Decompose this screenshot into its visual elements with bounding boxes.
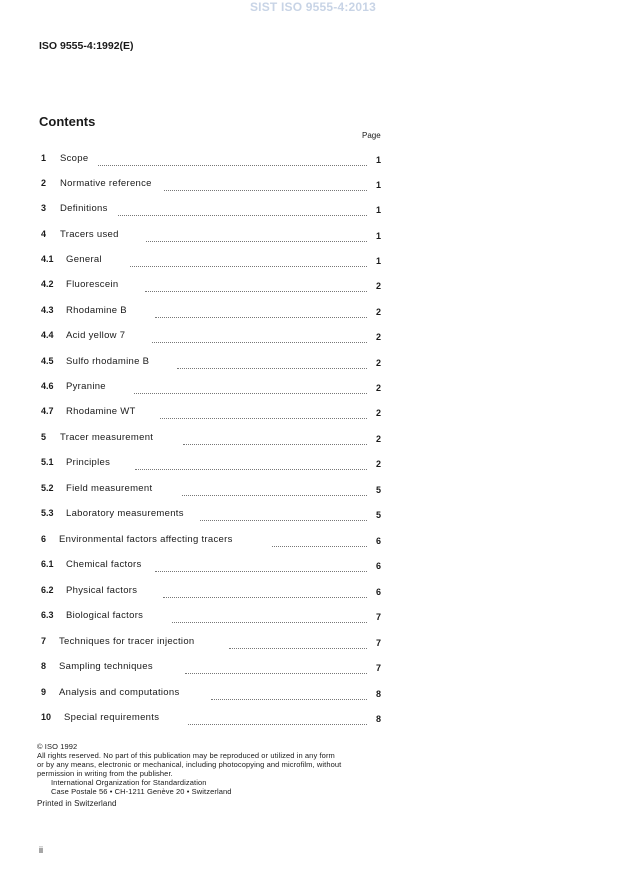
- toc-entry[interactable]: [0, 153, 626, 169]
- toc-page: 6: [376, 561, 382, 571]
- toc-entry[interactable]: [0, 305, 626, 321]
- printed-in: Printed in Switzerland: [37, 799, 117, 808]
- toc-title: Normative reference: [60, 178, 152, 189]
- toc-number: 5: [41, 432, 47, 442]
- toc-title: Physical factors: [66, 585, 138, 596]
- toc-page: 1: [376, 231, 382, 241]
- toc-title: Sampling techniques: [59, 661, 153, 672]
- toc-page: 1: [376, 155, 382, 165]
- contents-title: Contents: [39, 114, 96, 129]
- toc-leader-dots: [135, 457, 367, 470]
- toc-leader-dots: [177, 356, 367, 369]
- toc-number: 8: [41, 661, 47, 671]
- toc-leader-dots: [183, 432, 367, 445]
- toc-entry[interactable]: [0, 687, 626, 703]
- publisher-name: International Organization for Standardization: [51, 778, 207, 787]
- toc-page: 2: [376, 408, 382, 418]
- toc-number: 4.7: [41, 406, 54, 416]
- toc-leader-dots: [172, 610, 367, 623]
- toc-title: Scope: [60, 153, 89, 164]
- toc-page: 5: [376, 485, 382, 495]
- toc-entry[interactable]: [0, 279, 626, 295]
- toc-title: Rhodamine WT: [66, 406, 136, 417]
- toc-entry[interactable]: [0, 585, 626, 601]
- toc-number: 7: [41, 636, 47, 646]
- toc-page: 8: [376, 689, 382, 699]
- toc-title: Fluorescein: [66, 279, 119, 290]
- toc-page: 7: [376, 663, 382, 673]
- toc-page: 2: [376, 307, 382, 317]
- toc-leader-dots: [185, 661, 367, 674]
- toc-title: Techniques for tracer injection: [59, 636, 195, 647]
- copyright-line: © ISO 1992: [37, 742, 78, 751]
- toc-number: 4.1: [41, 254, 54, 264]
- toc-entry[interactable]: [0, 712, 626, 728]
- toc-number: 4.4: [41, 330, 54, 340]
- toc-entry[interactable]: [0, 661, 626, 677]
- toc-title: Principles: [66, 457, 111, 468]
- toc-title: Analysis and computations: [59, 687, 180, 698]
- toc-leader-dots: [211, 687, 367, 700]
- toc-page: 5: [376, 510, 382, 520]
- toc-entry[interactable]: [0, 457, 626, 473]
- toc-leader-dots: [182, 483, 367, 496]
- toc-number: 6.3: [41, 610, 54, 620]
- toc-number: 6.2: [41, 585, 54, 595]
- toc-entry[interactable]: [0, 356, 626, 372]
- toc-number: 4.3: [41, 305, 54, 315]
- toc-entry[interactable]: [0, 229, 626, 245]
- toc-page: 7: [376, 612, 382, 622]
- toc-page: 1: [376, 256, 382, 266]
- toc-leader-dots: [155, 305, 367, 318]
- toc-entry[interactable]: [0, 254, 626, 270]
- toc-entry[interactable]: [0, 508, 626, 524]
- toc-title: Pyranine: [66, 381, 106, 392]
- toc-title: Biological factors: [66, 610, 144, 621]
- toc-title: Tracers used: [60, 229, 119, 240]
- toc-number: 4.5: [41, 356, 54, 366]
- publisher-address: Case Postale 56 • CH-1211 Genève 20 • Switzerland: [51, 787, 232, 796]
- toc-leader-dots: [160, 406, 367, 419]
- toc-title: Special requirements: [64, 712, 160, 723]
- toc-number: 6: [41, 534, 47, 544]
- toc-title: Sulfo rhodamine B: [66, 356, 150, 367]
- toc-title: Environmental factors affecting tracers: [59, 534, 233, 545]
- toc-page: 6: [376, 536, 382, 546]
- toc-number: 1: [41, 153, 47, 163]
- toc-title: Chemical factors: [66, 559, 142, 570]
- watermark: SIST ISO 9555-4:2013: [249, 0, 377, 14]
- toc-entry[interactable]: [0, 636, 626, 652]
- page-number: ii: [39, 845, 43, 855]
- toc-page: 2: [376, 383, 382, 393]
- rights-text: or by any means, electronic or mechanical, including photocopying and microfilm, without: [37, 760, 342, 769]
- toc-leader-dots: [155, 559, 367, 572]
- toc-leader-dots: [146, 229, 367, 242]
- toc-title: Rhodamine B: [66, 305, 127, 316]
- toc-page: 7: [376, 638, 382, 648]
- document-id: ISO 9555-4:1992(E): [39, 40, 134, 52]
- toc-title: Laboratory measurements: [66, 508, 184, 519]
- copyright-notice: [37, 742, 387, 808]
- toc-page: 2: [376, 459, 382, 469]
- toc-entry[interactable]: [0, 559, 626, 575]
- toc-page: 2: [376, 358, 382, 368]
- toc-entry[interactable]: [0, 432, 626, 448]
- toc-leader-dots: [98, 153, 367, 166]
- toc-page: 2: [376, 332, 382, 342]
- toc-title: Acid yellow 7: [66, 330, 126, 341]
- toc-title: Tracer measurement: [60, 432, 154, 443]
- toc-entry[interactable]: [0, 330, 626, 346]
- toc-leader-dots: [164, 178, 367, 191]
- toc-leader-dots: [272, 534, 367, 547]
- toc-entry[interactable]: [0, 203, 626, 219]
- toc-leader-dots: [200, 508, 367, 521]
- toc-number: 4: [41, 229, 47, 239]
- toc-leader-dots: [229, 636, 367, 649]
- toc-leader-dots: [145, 279, 367, 292]
- toc-number: 4.2: [41, 279, 54, 289]
- toc-leader-dots: [163, 585, 367, 598]
- toc-page: 6: [376, 587, 382, 597]
- toc-title: Definitions: [60, 203, 108, 214]
- toc-leader-dots: [118, 203, 367, 216]
- toc-number: 2: [41, 178, 47, 188]
- toc-title: General: [66, 254, 102, 265]
- toc-entry[interactable]: [0, 610, 626, 626]
- toc-number: 4.6: [41, 381, 54, 391]
- toc-entry[interactable]: [0, 406, 626, 422]
- toc-leader-dots: [130, 254, 367, 267]
- toc-title: Field measurement: [66, 483, 153, 494]
- toc-entry[interactable]: [0, 534, 626, 550]
- toc-number: 5.3: [41, 508, 54, 518]
- toc-number: 5.1: [41, 457, 54, 467]
- toc-number: 3: [41, 203, 47, 213]
- toc-leader-dots: [188, 712, 367, 725]
- toc-page: 1: [376, 180, 382, 190]
- rights-text: permission in writing from the publisher.: [37, 769, 173, 778]
- toc-page: 8: [376, 714, 382, 724]
- toc-entry[interactable]: [0, 178, 626, 194]
- toc-entry[interactable]: [0, 483, 626, 499]
- toc-page: 2: [376, 281, 382, 291]
- toc-number: 6.1: [41, 559, 54, 569]
- toc-leader-dots: [152, 330, 367, 343]
- toc-page: 1: [376, 205, 382, 215]
- toc-leader-dots: [134, 381, 367, 394]
- toc-page: 2: [376, 434, 382, 444]
- toc-number: 5.2: [41, 483, 54, 493]
- toc-entry[interactable]: [0, 381, 626, 397]
- page-column-header: Page: [362, 131, 381, 140]
- toc-number: 9: [41, 687, 47, 697]
- toc-number: 10: [41, 712, 52, 722]
- rights-text: All rights reserved. No part of this publication may be reproduced or utilized in any form: [37, 751, 335, 760]
